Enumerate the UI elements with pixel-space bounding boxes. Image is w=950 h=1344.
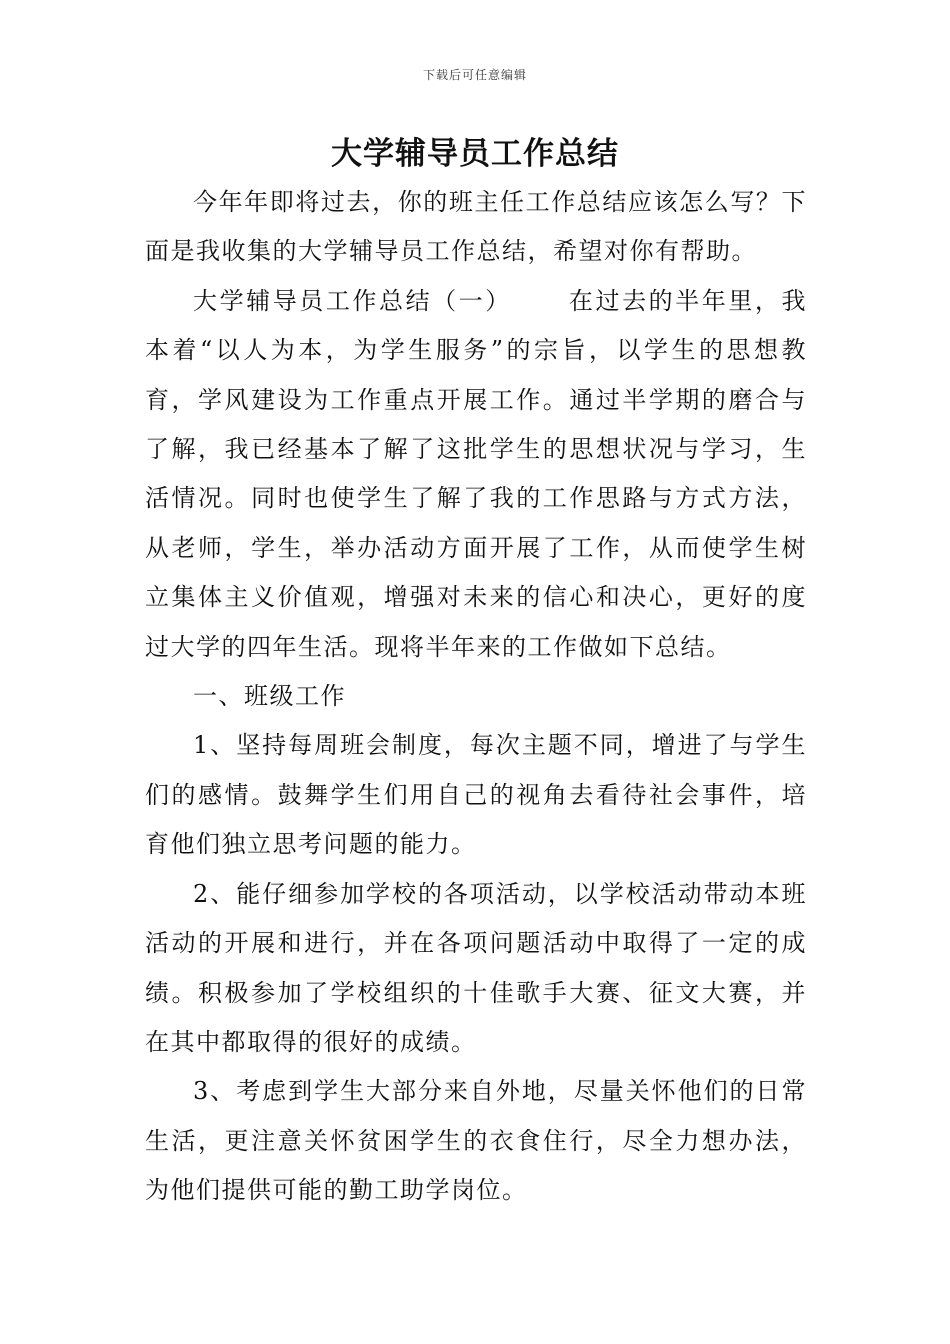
- section-paragraph: [145, 277, 807, 672]
- section-text: 在过去的半年里，我本着“以人为本，为学生服务”的宗旨，以学生的思想教育，学风建设为工作重点开展工作。通过半学期的磨合与了解，我已经基本了解了这批学生的思想状况与学习，生活情况。同时也使学生了解了我的工作思路与方式方法，从老师，学生，举办活动方面开展了工作，从而使学生树立集体主义价值观，增强对未来的信心和决心，更好的度过大学的四年生活。现将半年来的工作做如下总结。: [145, 286, 808, 661]
- list-item: 2、能仔细参加学校的各项活动，以学校活动带动本班活动的开展和进行，并在各项问题活动中取得了一定的成绩。积极参加了学校组织的十佳歌手大赛、征文大赛，并在其中都取得的很好的成绩。: [145, 879, 807, 1056]
- intro-paragraph: 今年年即将过去，你的班主任工作总结应该怎么写？下面是我收集的大学辅导员工作总结，希望对你有帮助。: [145, 188, 807, 266]
- header-note: 下载后可任意编辑: [422, 68, 527, 82]
- document-title: 大学辅导员工作总结: [331, 136, 619, 172]
- list-item: 1、坚持每周班会制度，每次主题不同，增进了与学生们的感情。鼓舞学生们用自己的视角去看待社会事件，培育他们独立思考问题的能力。: [145, 731, 807, 859]
- section-heading: 大学辅导员工作总结（一）: [193, 286, 512, 315]
- document-body: [145, 178, 807, 1216]
- subheading: 一、班级工作: [193, 682, 346, 711]
- list-item: 3、考虑到学生大部分来自外地，尽量关怀他们的日常生活，更注意关怀贫困学生的衣食住行，尽全力想办法，为他们提供可能的勤工助学岗位。: [145, 1077, 807, 1205]
